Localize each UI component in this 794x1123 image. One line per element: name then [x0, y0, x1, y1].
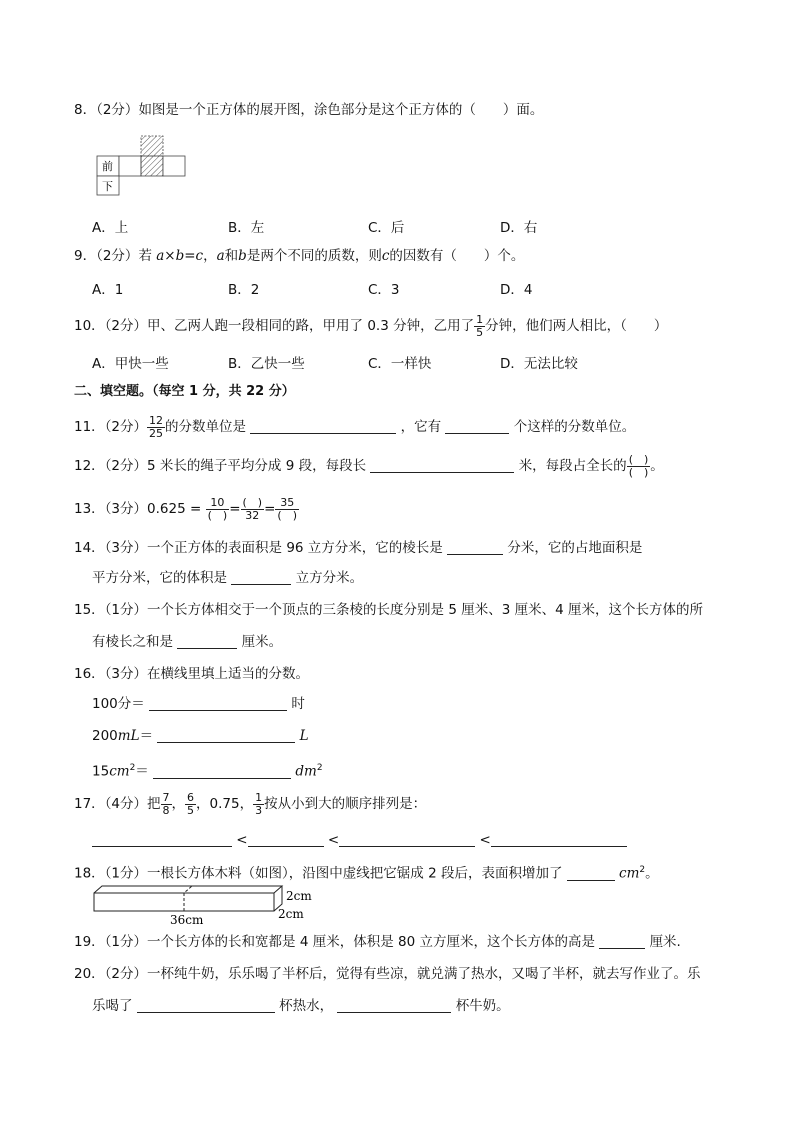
- q17-fraction-1: $\frac{7}{8}$: [162, 790, 170, 817]
- length-label: 36cm: [170, 913, 204, 927]
- q18-stem: 18．（1分）一根长方体木料（如图），沿图中虚线把它锯成 2 段后，表面积增加了 $cm^2$。: [74, 865, 659, 882]
- q19-blank[interactable]: [599, 934, 645, 949]
- q16-row-2: 200mL＝ L: [92, 728, 309, 744]
- q9-option-a: A．1: [92, 282, 124, 298]
- q17-blank-4[interactable]: [491, 832, 627, 847]
- q10-option-b: B．乙快一些: [228, 356, 305, 372]
- q9-option-b: B．2: [228, 282, 260, 298]
- q8-option-b: B．左: [228, 220, 265, 236]
- net-bottom-label: 下: [102, 180, 113, 193]
- q8-stem: 8．（2分）如图是一个正方体的展开图，涂色部分是这个正方体的（ ）面。: [74, 102, 544, 118]
- net-front-label: 前: [102, 160, 113, 173]
- net-top-dashed-square: [141, 136, 163, 156]
- q9-stem: 9．（2分）若 a×b=c，a和b是两个不同的质数，则c的因数有（ ）个。: [74, 248, 525, 264]
- q20-blank-2[interactable]: [337, 998, 451, 1013]
- q17-fraction-3: $\frac{1}{3}$: [255, 790, 263, 817]
- q17-answer-row: < < <: [92, 830, 627, 850]
- q11-blank-1[interactable]: [250, 419, 396, 434]
- q20-stem-line1: 20．（2分）一杯纯牛奶，乐乐喝了半杯后，觉得有些凉，就兑满了热水，又喝了半杯，就去写作业了。乐: [74, 966, 701, 982]
- q16-blank-1[interactable]: [149, 696, 287, 711]
- q12-fraction-blank[interactable]: $\frac{( )}{( )}$: [628, 452, 649, 479]
- net-shaded-square: [141, 156, 163, 176]
- net-square-2: [119, 156, 141, 176]
- q16-stem: 16．（3分）在横线里填上适当的分数。: [74, 666, 310, 682]
- q13-fraction-1[interactable]: $\frac{10}{( )}$: [207, 495, 228, 522]
- q14-stem-line1: 14．（3分）一个正方体的表面积是 96 立方分米，它的棱长是 分米，它的占地面积是: [74, 540, 643, 556]
- q17-blank-1[interactable]: [92, 832, 232, 847]
- q17-blank-2[interactable]: [248, 832, 324, 847]
- q8-option-a: A．上: [92, 220, 129, 236]
- q10-stem: 10．（2分）甲、乙两人跑一段相同的路，甲用了 0.3 分钟，乙用了 $\frac{1}{5}$ 分钟，他们两人相比，（ ）: [74, 312, 668, 339]
- q11-fraction: $\frac{12}{25}$: [149, 413, 164, 440]
- q12-blank-1[interactable]: [370, 458, 514, 473]
- wood-block-figure: [92, 884, 312, 930]
- q10-option-d: D．无法比较: [500, 356, 578, 372]
- q13-stem: 13．（3分）0.625 = $\frac{10}{( )}$ = $\frac{( )}{32}$ = $\frac{35}{( )}$: [74, 495, 297, 522]
- q9-option-d: D．4: [500, 282, 533, 298]
- q18-blank[interactable]: [567, 866, 615, 881]
- q10-fraction: $\frac{1}{5}$: [476, 312, 484, 339]
- q12-stem: 12．（2分）5 米长的绳子平均分成 9 段，每段长 米，每段占全长的 $\frac{( )}{( )}$ 。: [74, 452, 664, 479]
- section2-title: 二、填空题。（每空 1 分，共 22 分）: [74, 384, 295, 399]
- q13-fraction-3[interactable]: $\frac{35}{( )}$: [277, 495, 297, 522]
- q14-blank-1[interactable]: [447, 540, 503, 555]
- q15-stem-line1: 15．（1分）一个长方体相交于一个顶点的三条棱的长度分别是 5 厘米、3 厘米、4 厘米，这个长方体的所: [74, 602, 703, 618]
- q15-stem-line2: 有棱长之和是 厘米。: [92, 634, 283, 650]
- q8-option-d: D．右: [500, 220, 538, 236]
- q17-blank-3[interactable]: [339, 832, 475, 847]
- q8-option-c: C．后: [368, 220, 405, 236]
- q19-stem: 19．（1分）一个长方体的长和宽都是 4 厘米，体积是 80 立方厘米，这个长方体的高是 厘米.: [74, 934, 681, 950]
- cube-net-figure: [96, 134, 192, 196]
- q16-blank-2[interactable]: [157, 728, 295, 743]
- q10-option-c: C．一样快: [368, 356, 432, 372]
- q17-fraction-2: $\frac{6}{5}$: [187, 790, 195, 817]
- q17-stem: 17．（4分）把 $\frac{7}{8}$ ， $\frac{6}{5}$ ，0.75， $\frac{1}{3}$ 按从小到大的顺序排列是：: [74, 790, 427, 817]
- q20-stem-line2: 乐喝了 杯热水， 杯牛奶。: [92, 998, 510, 1014]
- q11-stem: 11．（2分） $\frac{12}{25}$ 的分数单位是 ，它有 个这样的分数单位。: [74, 413, 636, 440]
- net-square-4: [163, 156, 185, 176]
- q20-blank-1[interactable]: [137, 998, 275, 1013]
- q16-row-1: 100分＝ 时: [92, 696, 305, 712]
- q9-option-c: C．3: [368, 282, 400, 298]
- q16-blank-3[interactable]: [153, 764, 291, 779]
- height-label: 2cm: [286, 889, 312, 903]
- width-label: 2cm: [278, 907, 304, 921]
- q16-row-3: $15cm^2= dm^2$: [92, 763, 323, 780]
- q11-blank-2[interactable]: [445, 419, 509, 434]
- q13-fraction-2[interactable]: $\frac{( )}{32}$: [242, 495, 263, 522]
- q14-stem-line2: 平方分米，它的体积是 立方分米。: [92, 570, 364, 586]
- q14-blank-2[interactable]: [231, 570, 291, 585]
- q15-blank[interactable]: [177, 634, 237, 649]
- q10-option-a: A．甲快一些: [92, 356, 169, 372]
